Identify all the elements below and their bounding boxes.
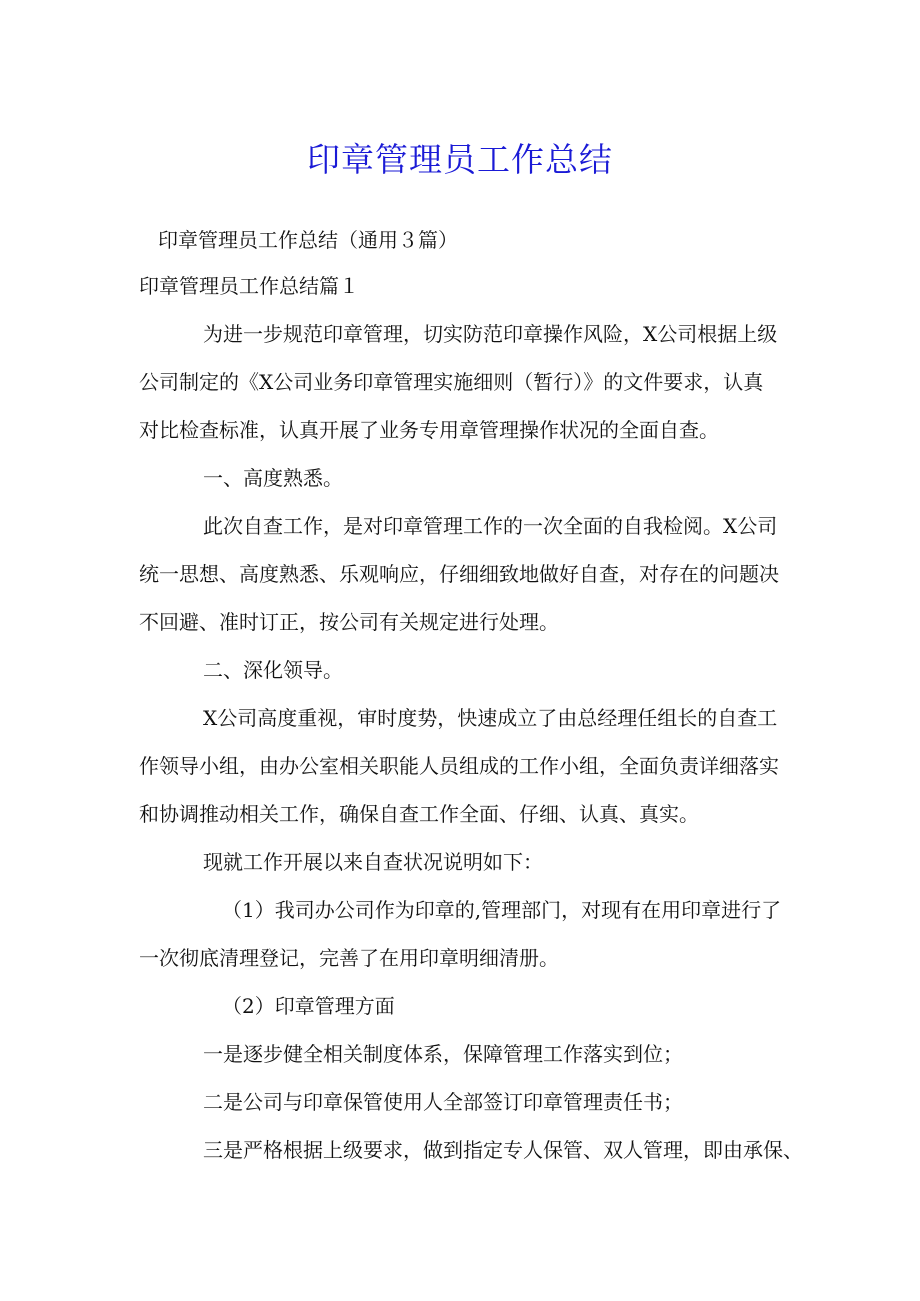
document-subtitle: 印章管理员工作总结（通用３篇）	[158, 228, 458, 252]
body-line: 对比检查标准，认真开展了业务专用章管理操作状况的全面自查。	[139, 418, 719, 442]
list-item: （2）印章管理方面	[222, 994, 395, 1018]
body-line: 不回避、准时订正，按公司有关规定进行处理。	[139, 610, 559, 634]
subheading: 一、高度熟悉。	[203, 466, 343, 490]
subheading: 二、深化领导。	[203, 658, 343, 682]
body-line: 统一思想、高度熟悉、乐观响应，仔细细致地做好自查，对存在的问题决	[139, 562, 779, 586]
section-heading: 印章管理员工作总结篇１	[139, 274, 359, 298]
body-line: 一次彻底清理登记，完善了在用印章明细清册。	[139, 946, 559, 970]
body-line: 为进一步规范印章管理，切实防范印章操作风险，X公司根据上级	[203, 322, 778, 346]
body-line: 此次自查工作，是对印章管理工作的一次全面的自我检阅。X公司	[203, 514, 778, 538]
body-line: 二是公司与印章保管使用人全部签订印章管理责任书；	[203, 1090, 683, 1114]
list-item: （1）我司办公司作为印章的,管理部门，对现有在用印章进行了	[222, 898, 782, 922]
body-line: 作领导小组，由办公室相关职能人员组成的工作小组，全面负责详细落实	[139, 754, 779, 778]
body-line: 一是逐步健全相关制度体系，保障管理工作落实到位；	[203, 1042, 683, 1066]
body-line: 三是严格根据上级要求，做到指定专人保管、双人管理，即由承保、	[203, 1138, 803, 1162]
document-title: 印章管理员工作总结	[307, 140, 613, 179]
body-line: 公司制定的《X公司业务印章管理实施细则（暂行）》的文件要求，认真	[139, 370, 764, 394]
body-line: 现就工作开展以来自查状况说明如下：	[203, 850, 543, 874]
body-line: X公司高度重视，审时度势，快速成立了由总经理任组长的自查工	[203, 706, 778, 730]
body-line: 和协调推动相关工作，确保自查工作全面、仔细、认真、真实。	[139, 802, 699, 826]
